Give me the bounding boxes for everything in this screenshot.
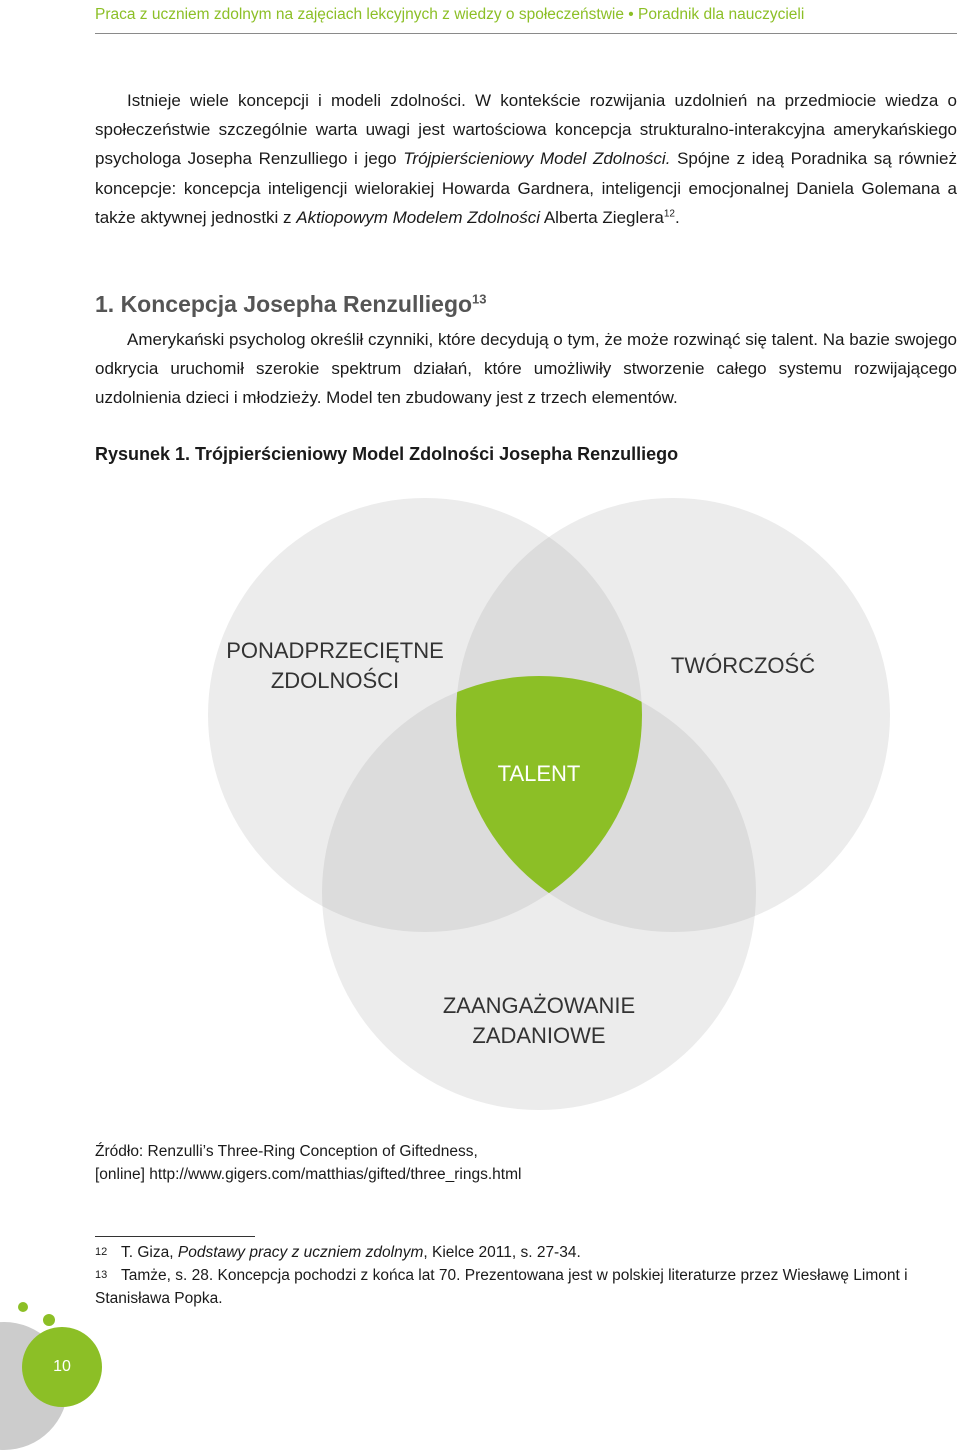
section-paragraph: Amerykański psycholog określił czynniki, które decydują o tym, że może rozwinąć się talent. Na bazie swojego odkrycia uruchomił szerokie spektrum działań, które umożliwiły stworzenie całego systemu rozwijającego uzdolnienia dzieci i młodzieży. Model ten zbudowany jest z trzech elementów. [95,330,957,408]
label-talent: TALENT [497,761,581,786]
label-creativity: TWÓRCZOŚĆ [670,653,816,678]
page-number: 10 [22,1327,102,1407]
decor-dot-medium [43,1314,55,1326]
label-task-commitment-line1: ZAANGAŻOWANIE [442,993,636,1018]
intro-italic-2: Aktiopowym Modelem Zdolności [296,207,541,227]
source-line2: [online] http://www.gigers.com/matthias/gifted/three_rings.html [95,1166,522,1183]
running-header: Praca z uczniem zdolnym na zajęciach lekcyjnych z wiedzy o społeczeństwie • Poradnik dla nauczycieli [95,6,805,23]
label-task-commitment-line2: ZADANIOWE [472,1023,606,1048]
intro-text-3: Alberta Zieglera [540,207,664,227]
decor-dot-small [18,1302,28,1312]
footnote-italic: Podstawy pracy z uczniem zdolnym [177,1244,424,1261]
figure-caption: Rysunek 1. Trójpierścieniowy Model Zdolności Josepha Renzulliego [95,444,679,464]
footnote-text: T. Giza, [121,1244,178,1261]
footnote-text: Tamże, s. 28. Koncepcja pochodzi z końca lat 70. Prezentowana jest w polskiej literaturze przez Wiesławę Limont i Stanisława Popka. [95,1267,908,1307]
footnote-text-end: , Kielce 2011, s. 27-34. [423,1244,581,1261]
figure-source [95,1140,521,1186]
footnote-number: 12 [95,1246,108,1258]
label-above-average-line2: ZDOLNOŚCI [270,668,400,693]
section-title-text: 1. Koncepcja Josepha Renzulliego [95,291,473,317]
intro-end: . [674,207,680,227]
footnote-ref-12: 12 [663,208,675,220]
intro-text-1: Istnieje wiele koncepcji i modeli zdolności. W kontekście rozwijania uzdolnień na przedmiocie wiedza o społeczeństwie szczególnie warta uwagi jest wartościowa koncepcja strukturalno-interakcyjna amerykańskiego psychologa Josepha Renzulliego i jego [95,91,957,169]
footnote-rule [95,1236,255,1237]
footnote-12 [95,1241,957,1264]
source-line1: Źródło: Renzulli’s Three-Ring Conception of Giftedness, [95,1143,478,1160]
footnote-13 [95,1264,957,1310]
footnote-ref-13: 13 [472,291,487,307]
intro-italic-1: Trójpierścieniowy Model Zdolności. [403,149,671,169]
intro-text-2: Spójne z ideą Poradnika są również koncepcje: koncepcja inteligencji wielorakiej Howarda Gardnera, inteligencji emocjonalnej Daniela Golemana a także aktywnej jednostki z [95,149,957,227]
footnote-number: 13 [95,1269,108,1281]
label-above-average-line1: PONADPRZECIĘTNE [226,638,444,663]
